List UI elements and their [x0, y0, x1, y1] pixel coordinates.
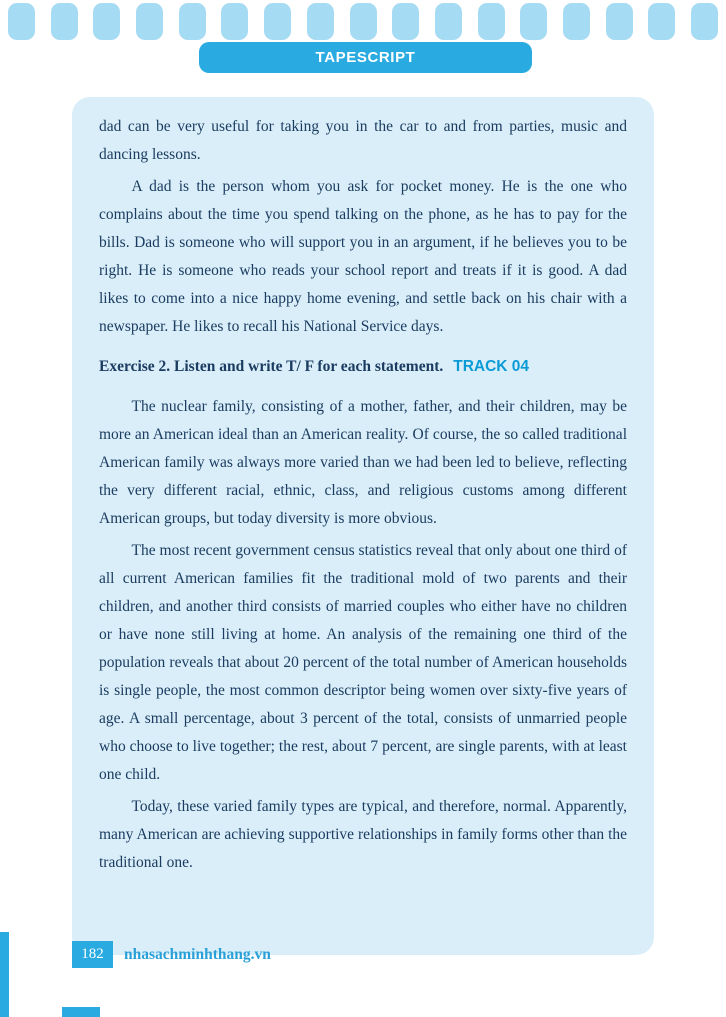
decorative-tab	[392, 3, 419, 40]
decorative-tab-strip	[8, 3, 718, 40]
decorative-tab	[648, 3, 675, 40]
paragraph-nuclear-family: The nuclear family, consisting of a mother, father, and their children, may be more an American ideal than an American reality. Of course, the so called traditional American family was always more varied than we had been led to believe, reflecting the very different racial, ethnic, class, and religious customs among different American groups, but today diversity is more obvious.	[99, 398, 627, 527]
paragraph-dad: A dad is the person whom you ask for pocket money. He is the one who complains about the time you spend talking on the phone, as he has to pay for the bills. Dad is someone who will support you in an argument, if he believes you to be right. He is someone who reads your school report and treats if it is good. A dad likes to come into a nice happy home evening, and settle back on his chair with a newspaper. He likes to recall his National Service days.	[99, 178, 627, 335]
exercise-heading-text: Exercise 2. Listen and write T/ F for each statement.	[99, 358, 444, 375]
decorative-tab	[221, 3, 248, 40]
tapescript-content-panel	[72, 97, 654, 955]
decorative-tab	[691, 3, 718, 40]
bottom-edge-tab	[62, 1007, 100, 1017]
decorative-tab	[307, 3, 334, 40]
decorative-tab	[8, 3, 35, 40]
continued-paragraph: dad can be very useful for taking you in the car to and from parties, music and dancing lessons.	[99, 118, 627, 163]
decorative-tab	[606, 3, 633, 40]
decorative-tab	[179, 3, 206, 40]
page-number-badge: 182	[72, 941, 113, 968]
track-label: TRACK 04	[453, 358, 530, 375]
exercise-heading	[99, 353, 627, 381]
left-edge-bar	[0, 932, 9, 1017]
decorative-tab	[136, 3, 163, 40]
decorative-tab	[435, 3, 462, 40]
tapescript-banner	[199, 42, 532, 73]
decorative-tab	[563, 3, 590, 40]
decorative-tab	[478, 3, 505, 40]
decorative-tab	[350, 3, 377, 40]
banner-title: TAPESCRIPT	[315, 49, 416, 66]
website-label: nhasachminhthang.vn	[124, 945, 271, 963]
paragraph-census: The most recent government census statistics reveal that only about one third of all current American families fit the traditional mold of two parents and their children, and another third consists of married couples who either have no children or have none still living at home. An analysis of the remaining one third of the population reveals that about 20 percent of the total number of American households is single people, the most common descriptor being women over sixty-five years of age. A small percentage, about 3 percent of the total, consists of unmarried people who choose to live together; the rest, about 7 percent, are single parents, with at least one child.	[99, 542, 627, 783]
paragraph-today: Today, these varied family types are typical, and therefore, normal. Apparently, many American are achieving supportive relationships in family forms other than the traditional one.	[99, 798, 627, 871]
decorative-tab	[264, 3, 291, 40]
decorative-tab	[51, 3, 78, 40]
decorative-tab	[93, 3, 120, 40]
decorative-tab	[520, 3, 547, 40]
